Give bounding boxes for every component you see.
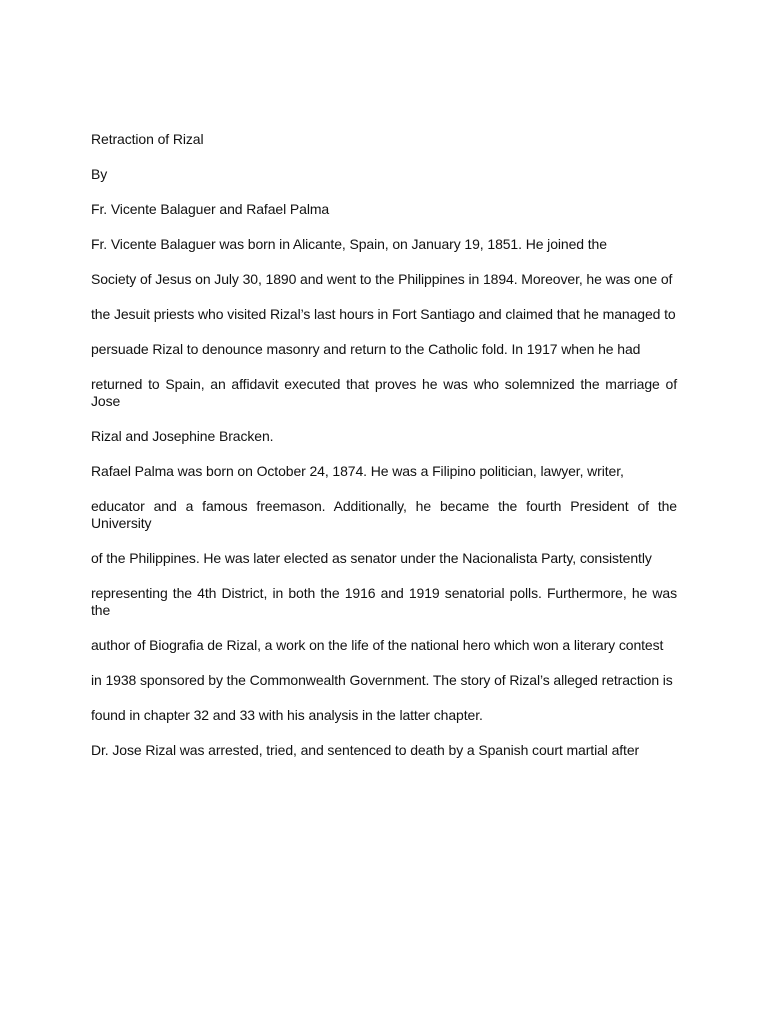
document-page (91, 131, 677, 759)
paragraph-line: returned to Spain, an affidavit executed that proves he was who solemnized the marriage of Jose (91, 376, 677, 409)
paragraph-line: educator and a famous freemason. Additionally, he became the fourth President of the University (91, 498, 677, 531)
paragraph-line: author of Biografia de Rizal, a work on the life of the national hero which won a literary contest (91, 637, 664, 653)
paragraph-line: Society of Jesus on July 30, 1890 and went to the Philippines in 1894. Moreover, he was one of (91, 271, 673, 287)
paragraph-line: in 1938 sponsored by the Commonwealth Government. The story of Rizal’s alleged retraction is (91, 672, 673, 688)
authors-line: Fr. Vicente Balaguer and Rafael Palma (91, 201, 330, 217)
paragraph-line: Rafael Palma was born on October 24, 1874. He was a Filipino politician, lawyer, writer, (91, 463, 624, 479)
paragraph-line: Fr. Vicente Balaguer was born in Alicante, Spain, on January 19, 1851. He joined the (91, 236, 607, 252)
paragraph-line: found in chapter 32 and 33 with his analysis in the latter chapter. (91, 707, 483, 723)
byline-label: By (91, 166, 108, 182)
paragraph-line: Rizal and Josephine Bracken. (91, 428, 274, 444)
document-title: Retraction of Rizal (91, 131, 204, 147)
paragraph-line: of the Philippines. He was later elected as senator under the Nacionalista Party, consistently (91, 550, 652, 566)
paragraph-line: the Jesuit priests who visited Rizal’s last hours in Fort Santiago and claimed that he managed to (91, 306, 676, 322)
paragraph-line: Dr. Jose Rizal was arrested, tried, and sentenced to death by a Spanish court martial after (91, 742, 640, 758)
paragraph-line: persuade Rizal to denounce masonry and return to the Catholic fold. In 1917 when he had (91, 341, 641, 357)
paragraph-line: representing the 4th District, in both the 1916 and 1919 senatorial polls. Furthermore, he was the (91, 585, 677, 618)
